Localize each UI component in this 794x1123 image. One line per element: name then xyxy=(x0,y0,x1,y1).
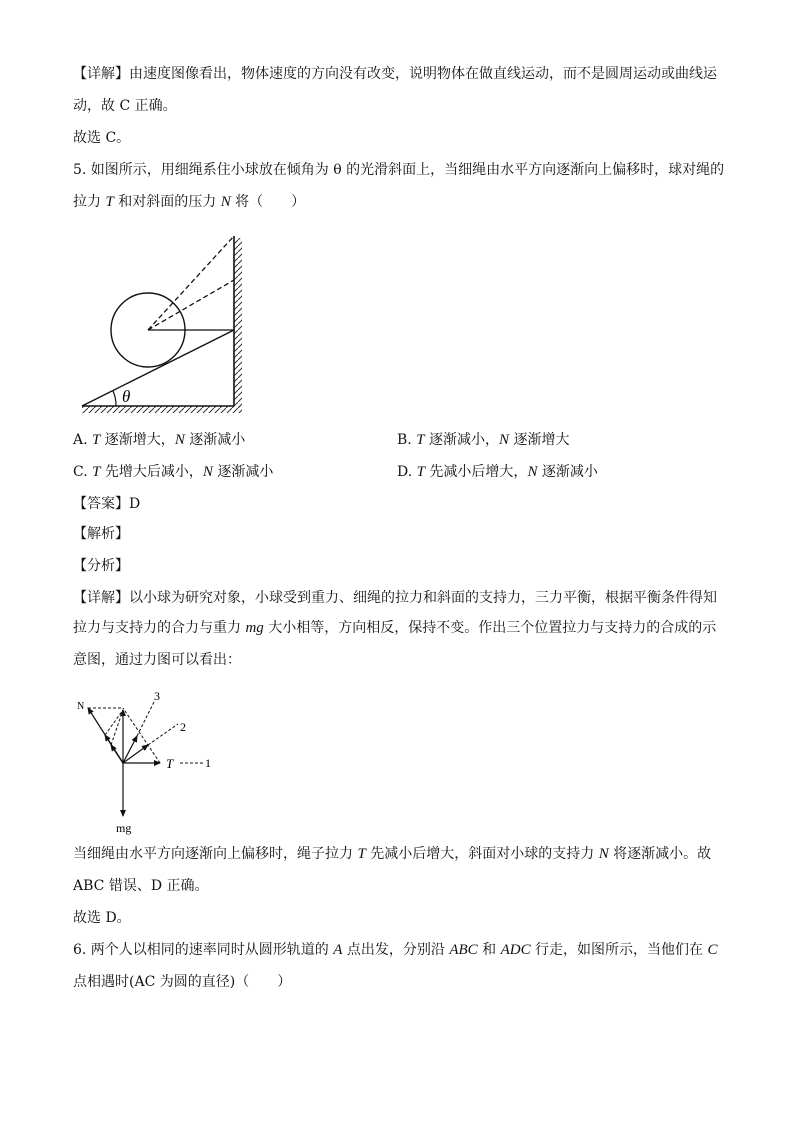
option-a[interactable]: A. T 逐渐增大，N 逐渐减小 xyxy=(73,432,246,448)
answer-line: 【答案】D xyxy=(73,496,141,512)
detail-line-2: 动，故 C 正确。 xyxy=(73,98,177,114)
choice-line: 故选 C。 xyxy=(73,130,131,146)
rope-dashed-2 xyxy=(148,280,234,330)
label-2: 2 xyxy=(180,720,186,734)
detail-line-q5-2: 拉力与支持力的合力与重力 mg 大小相等，方向相反，保持不变。作出三个位置拉力与支持力的合成的示 xyxy=(73,620,717,636)
label-3: 3 xyxy=(154,689,160,703)
incline-figure xyxy=(76,228,246,414)
conclusion-line-3: 故选 D。 xyxy=(73,910,131,926)
ground-hatch xyxy=(82,406,242,413)
q5-stem-line-2: 拉力 T 和对斜面的压力 N 将（ ） xyxy=(73,194,306,210)
angle-arc xyxy=(113,391,116,406)
wall-hatch xyxy=(234,238,242,408)
analysis-heading: 【解析】 xyxy=(73,526,129,542)
q5-stem-line-1: 5. 如图所示，用细绳系住小球放在倾角为 θ 的光滑斜面上，当细绳由水平方向逐渐向上偏移时，球对绳的 xyxy=(73,162,725,178)
label-t: T xyxy=(166,756,174,771)
option-b[interactable]: B. T 逐渐减小，N 逐渐增大 xyxy=(397,432,570,448)
label-1: 1 xyxy=(205,756,211,770)
conclusion-line-1: 当细绳由水平方向逐渐向上偏移时，绳子拉力 T 先减小后增大，斜面对小球的支持力 N 将逐渐减小。故 xyxy=(73,846,712,862)
label-n: N xyxy=(77,701,85,712)
dashed-par-3 xyxy=(111,710,123,745)
analysis-sub-heading: 【分析】 xyxy=(73,558,129,574)
option-c[interactable]: C. T 先增大后减小，N 逐渐减小 xyxy=(73,464,274,480)
incline-line xyxy=(82,330,234,406)
dashed-par-1 xyxy=(123,708,160,763)
detail-line-q5-3: 意图，通过力图可以看出： xyxy=(73,652,241,668)
option-d[interactable]: D. T 先减小后增大，N 逐渐减小 xyxy=(397,464,598,480)
dashed-rope-2 xyxy=(148,724,178,745)
dashed-par-2 xyxy=(105,710,123,735)
dashed-rope-3 xyxy=(137,702,154,736)
t-arrow-2 xyxy=(123,745,148,763)
rope-dashed-3 xyxy=(148,236,234,330)
label-mg: mg xyxy=(116,821,132,835)
q6-stem-line-2: 点相遇时(AC 为圆的直径)（ ） xyxy=(73,974,292,990)
n-arrow-3 xyxy=(111,745,123,763)
conclusion-line-2: ABC 错误、D 正确。 xyxy=(73,878,209,894)
detail-line-q5-1: 【详解】以小球为研究对象，小球受到重力、细绳的拉力和斜面的支持力，三力平衡，根据平衡条件得知 xyxy=(73,590,717,606)
theta-label: θ xyxy=(122,387,131,406)
detail-line-1: 【详解】由速度图像看出，物体速度的方向没有改变，说明物体在做直线运动，而不是圆周运动或曲线运 xyxy=(73,66,717,82)
q6-stem-line-1: 6. 两个人以相同的速率同时从圆形轨道的 A 点出发，分别沿 ABC 和 ADC 行走，如图所示，当他们在 C xyxy=(73,942,718,958)
t-arrow-3 xyxy=(123,736,137,763)
force-diagram xyxy=(74,688,224,838)
